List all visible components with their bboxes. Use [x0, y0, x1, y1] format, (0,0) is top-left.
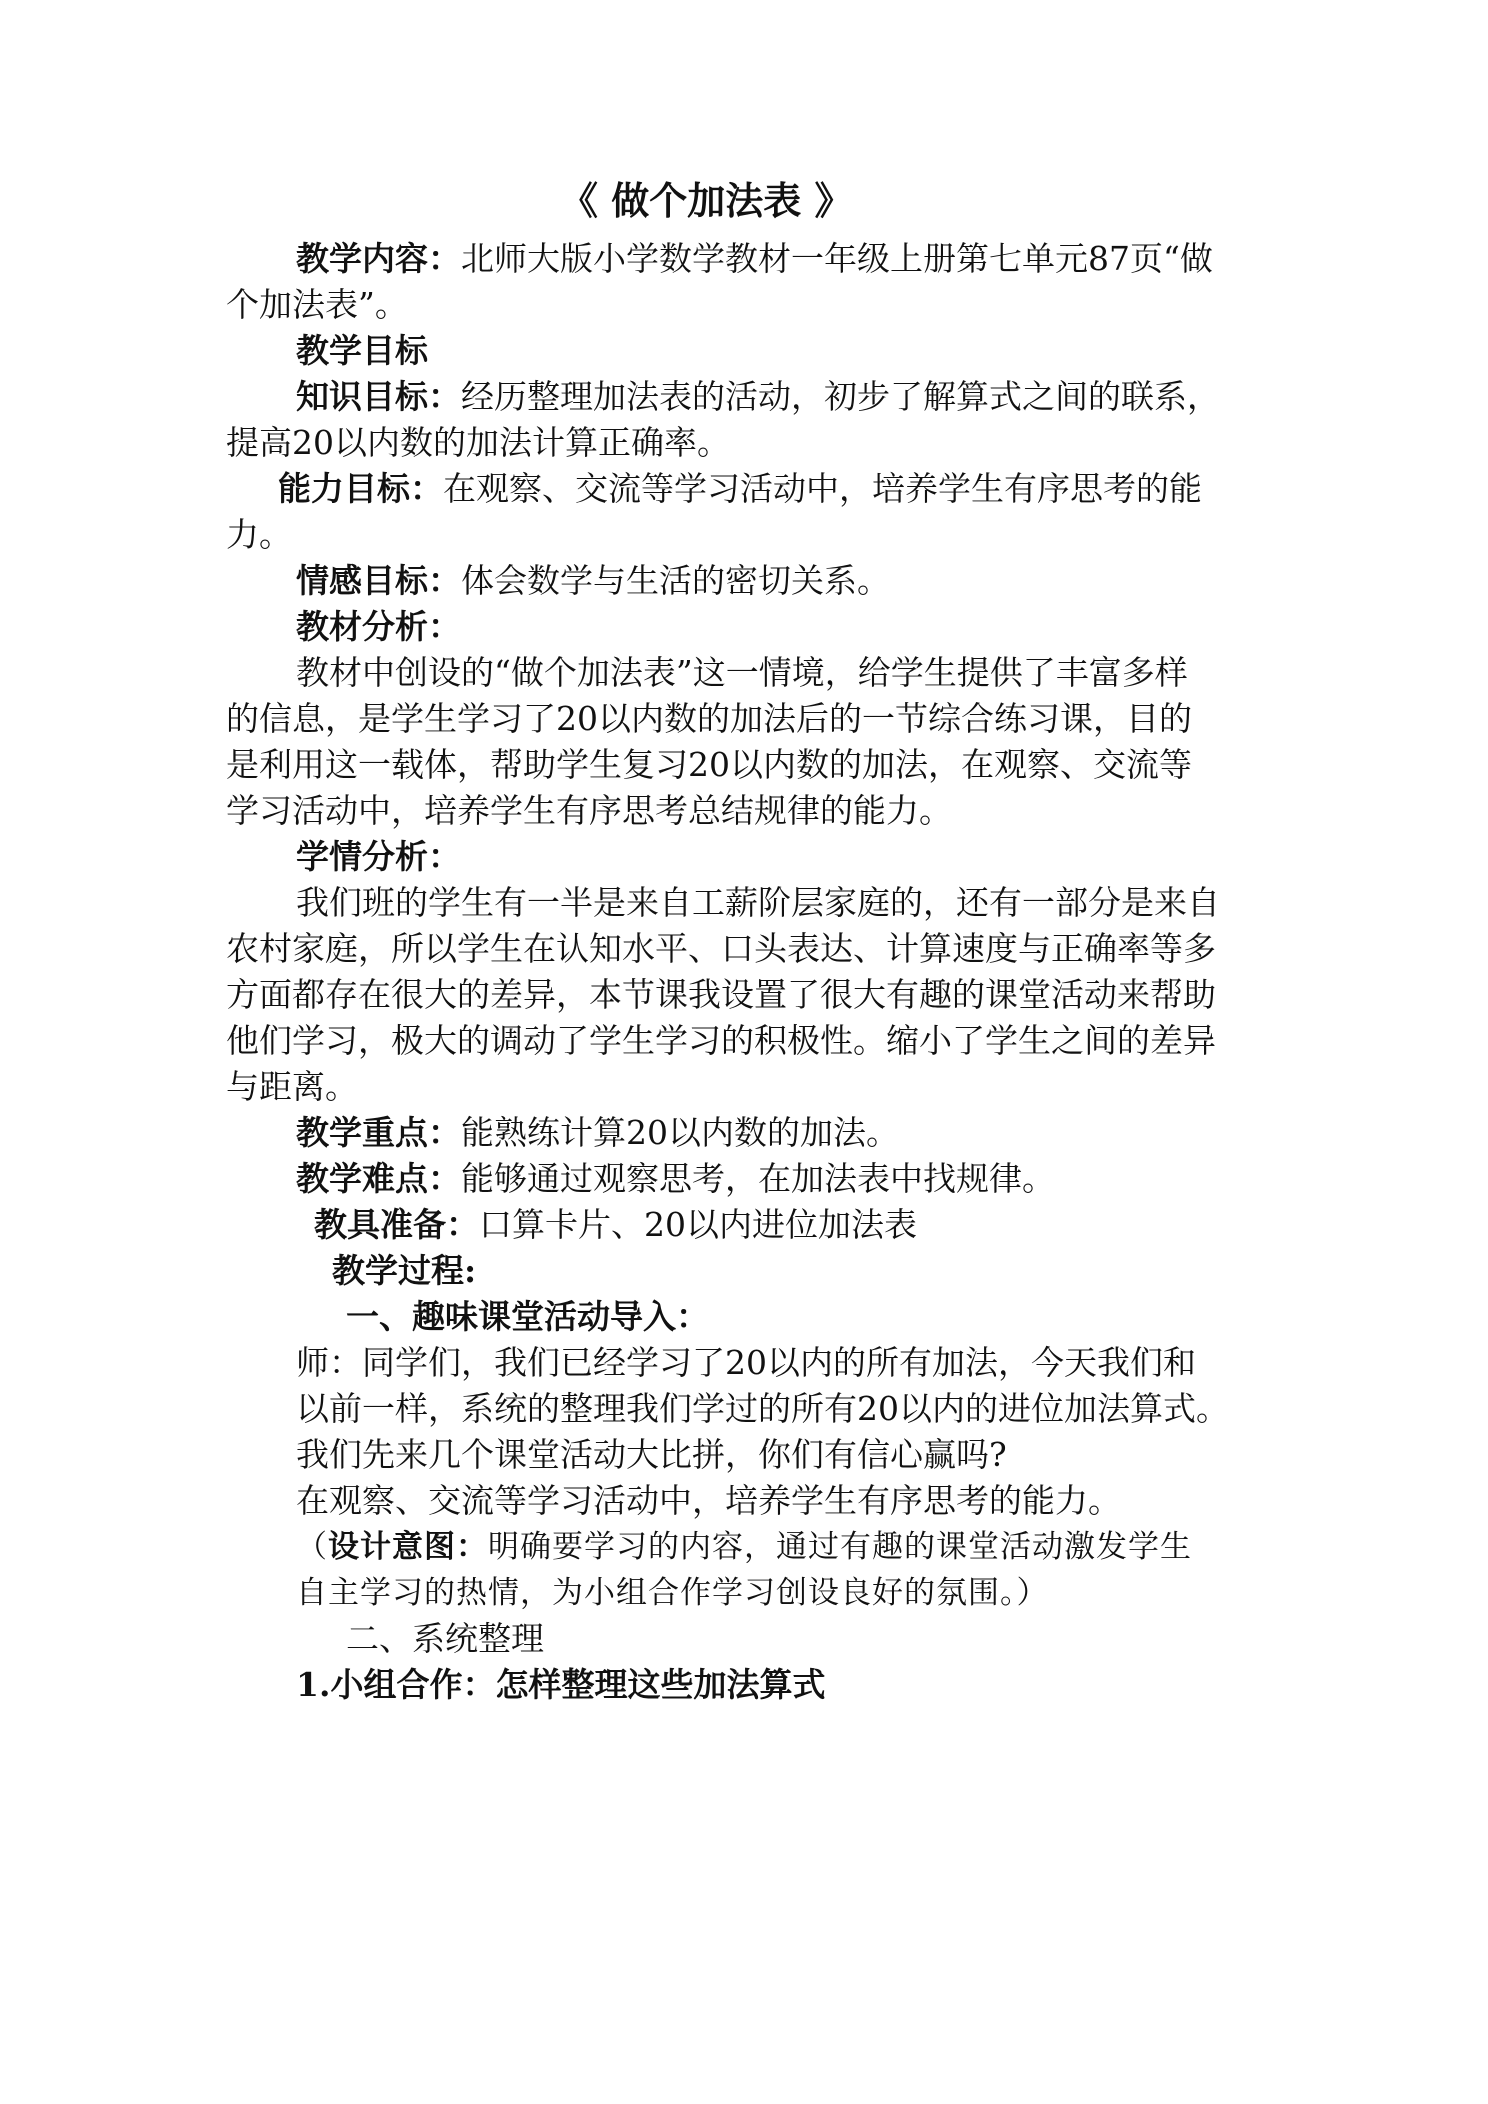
material-text-2: 的信息，是学生学习了20以内数的加法后的一节综合练习课，目的 — [226, 699, 1192, 738]
material-text-3: 是利用这一载体，帮助学生复习20以内数的加法，在观察、交流等 — [226, 745, 1192, 784]
student-text-5: 与距离。 — [226, 1067, 358, 1106]
teacher-text-1: 师：同学们，我们已经学习了20以内的所有加法，今天我们和 — [296, 1343, 1196, 1382]
difficulty-line — [296, 1156, 1055, 1202]
section-2-heading: 二、系统整理 — [346, 1619, 544, 1658]
design-intent-text-2: 自主学习的热情，为小组合作学习创设良好的氛围。） — [296, 1575, 1049, 1611]
student-text-4: 他们学习，极大的调动了学生学习的积极性。缩小了学生之间的差异 — [226, 1021, 1216, 1060]
content-line-1 — [296, 236, 1213, 282]
content-label: 教学内容： — [296, 239, 461, 278]
goals-heading: 教学目标 — [296, 331, 428, 370]
student-text-3: 方面都存在很大的差异，本节课我设置了很大有趣的课堂活动来帮助 — [226, 975, 1216, 1014]
section-1-heading: 一、趣味课堂活动导入： — [346, 1297, 709, 1336]
tools-text: 口算卡片、20以内进位加法表 — [479, 1205, 917, 1244]
list-item-1: 1.小组合作：怎样整理这些加法算式 — [296, 1665, 826, 1704]
emotion-text: 体会数学与生活的密切关系。 — [461, 561, 890, 600]
teacher-text-2: 以前一样，系统的整理我们学过的所有20以内的进位加法算式。 — [296, 1389, 1229, 1428]
material-text-4: 学习活动中，培养学生有序思考总结规律的能力。 — [226, 791, 952, 830]
process-heading: 教学过程: — [332, 1251, 477, 1290]
content-text-2: 个加法表”。 — [226, 285, 408, 324]
material-heading: 教材分析： — [296, 607, 461, 646]
ability-line-1 — [278, 466, 1202, 512]
material-text-1: 教材中创设的“做个加法表”这一情境，给学生提供了丰富多样 — [296, 653, 1188, 692]
student-text-1: 我们班的学生有一半是来自工薪阶层家庭的，还有一部分是来自 — [296, 883, 1220, 922]
student-text-2: 农村家庭，所以学生在认知水平、口头表达、计算速度与正确率等多 — [226, 929, 1216, 968]
emotion-line — [296, 558, 890, 604]
ability-text-2: 力。 — [226, 515, 292, 554]
key-text: 能熟练计算20以内数的加法。 — [461, 1113, 899, 1152]
design-intent-label: 设计意图： — [328, 1529, 488, 1565]
difficulty-text: 能够通过观察思考，在加法表中找规律。 — [461, 1159, 1055, 1198]
design-intent-line-1 — [296, 1524, 1192, 1570]
design-intent-text-1: 明确要学习的内容，通过有趣的课堂活动激发学生 — [488, 1529, 1192, 1565]
teacher-text-3: 我们先来几个课堂活动大比拼，你们有信心赢吗? — [296, 1435, 1007, 1474]
knowledge-label: 知识目标： — [296, 377, 461, 416]
ability-text-1: 在观察、交流等学习活动中，培养学生有序思考的能 — [443, 469, 1202, 508]
tools-label: 教具准备： — [314, 1205, 479, 1244]
key-label: 教学重点： — [296, 1113, 461, 1152]
knowledge-text-1: 经历整理加法表的活动，初步了解算式之间的联系， — [461, 377, 1220, 416]
teacher-text-4: 在观察、交流等学习活动中，培养学生有序思考的能力。 — [296, 1481, 1121, 1520]
key-point-line — [296, 1110, 899, 1156]
knowledge-text-2: 提高20以内数的加法计算正确率。 — [226, 423, 730, 462]
difficulty-label: 教学难点： — [296, 1159, 461, 1198]
emotion-label: 情感目标： — [296, 561, 461, 600]
student-heading: 学情分析： — [296, 837, 461, 876]
tools-line — [314, 1202, 917, 1248]
ability-label: 能力目标： — [278, 469, 443, 508]
design-open-paren: （ — [296, 1529, 328, 1565]
content-text-1: 北师大版小学数学教材一年级上册第七单元87页“做 — [461, 239, 1213, 278]
knowledge-line-1 — [296, 374, 1220, 420]
page-title: 《 做个加法表 》 — [560, 178, 853, 223]
